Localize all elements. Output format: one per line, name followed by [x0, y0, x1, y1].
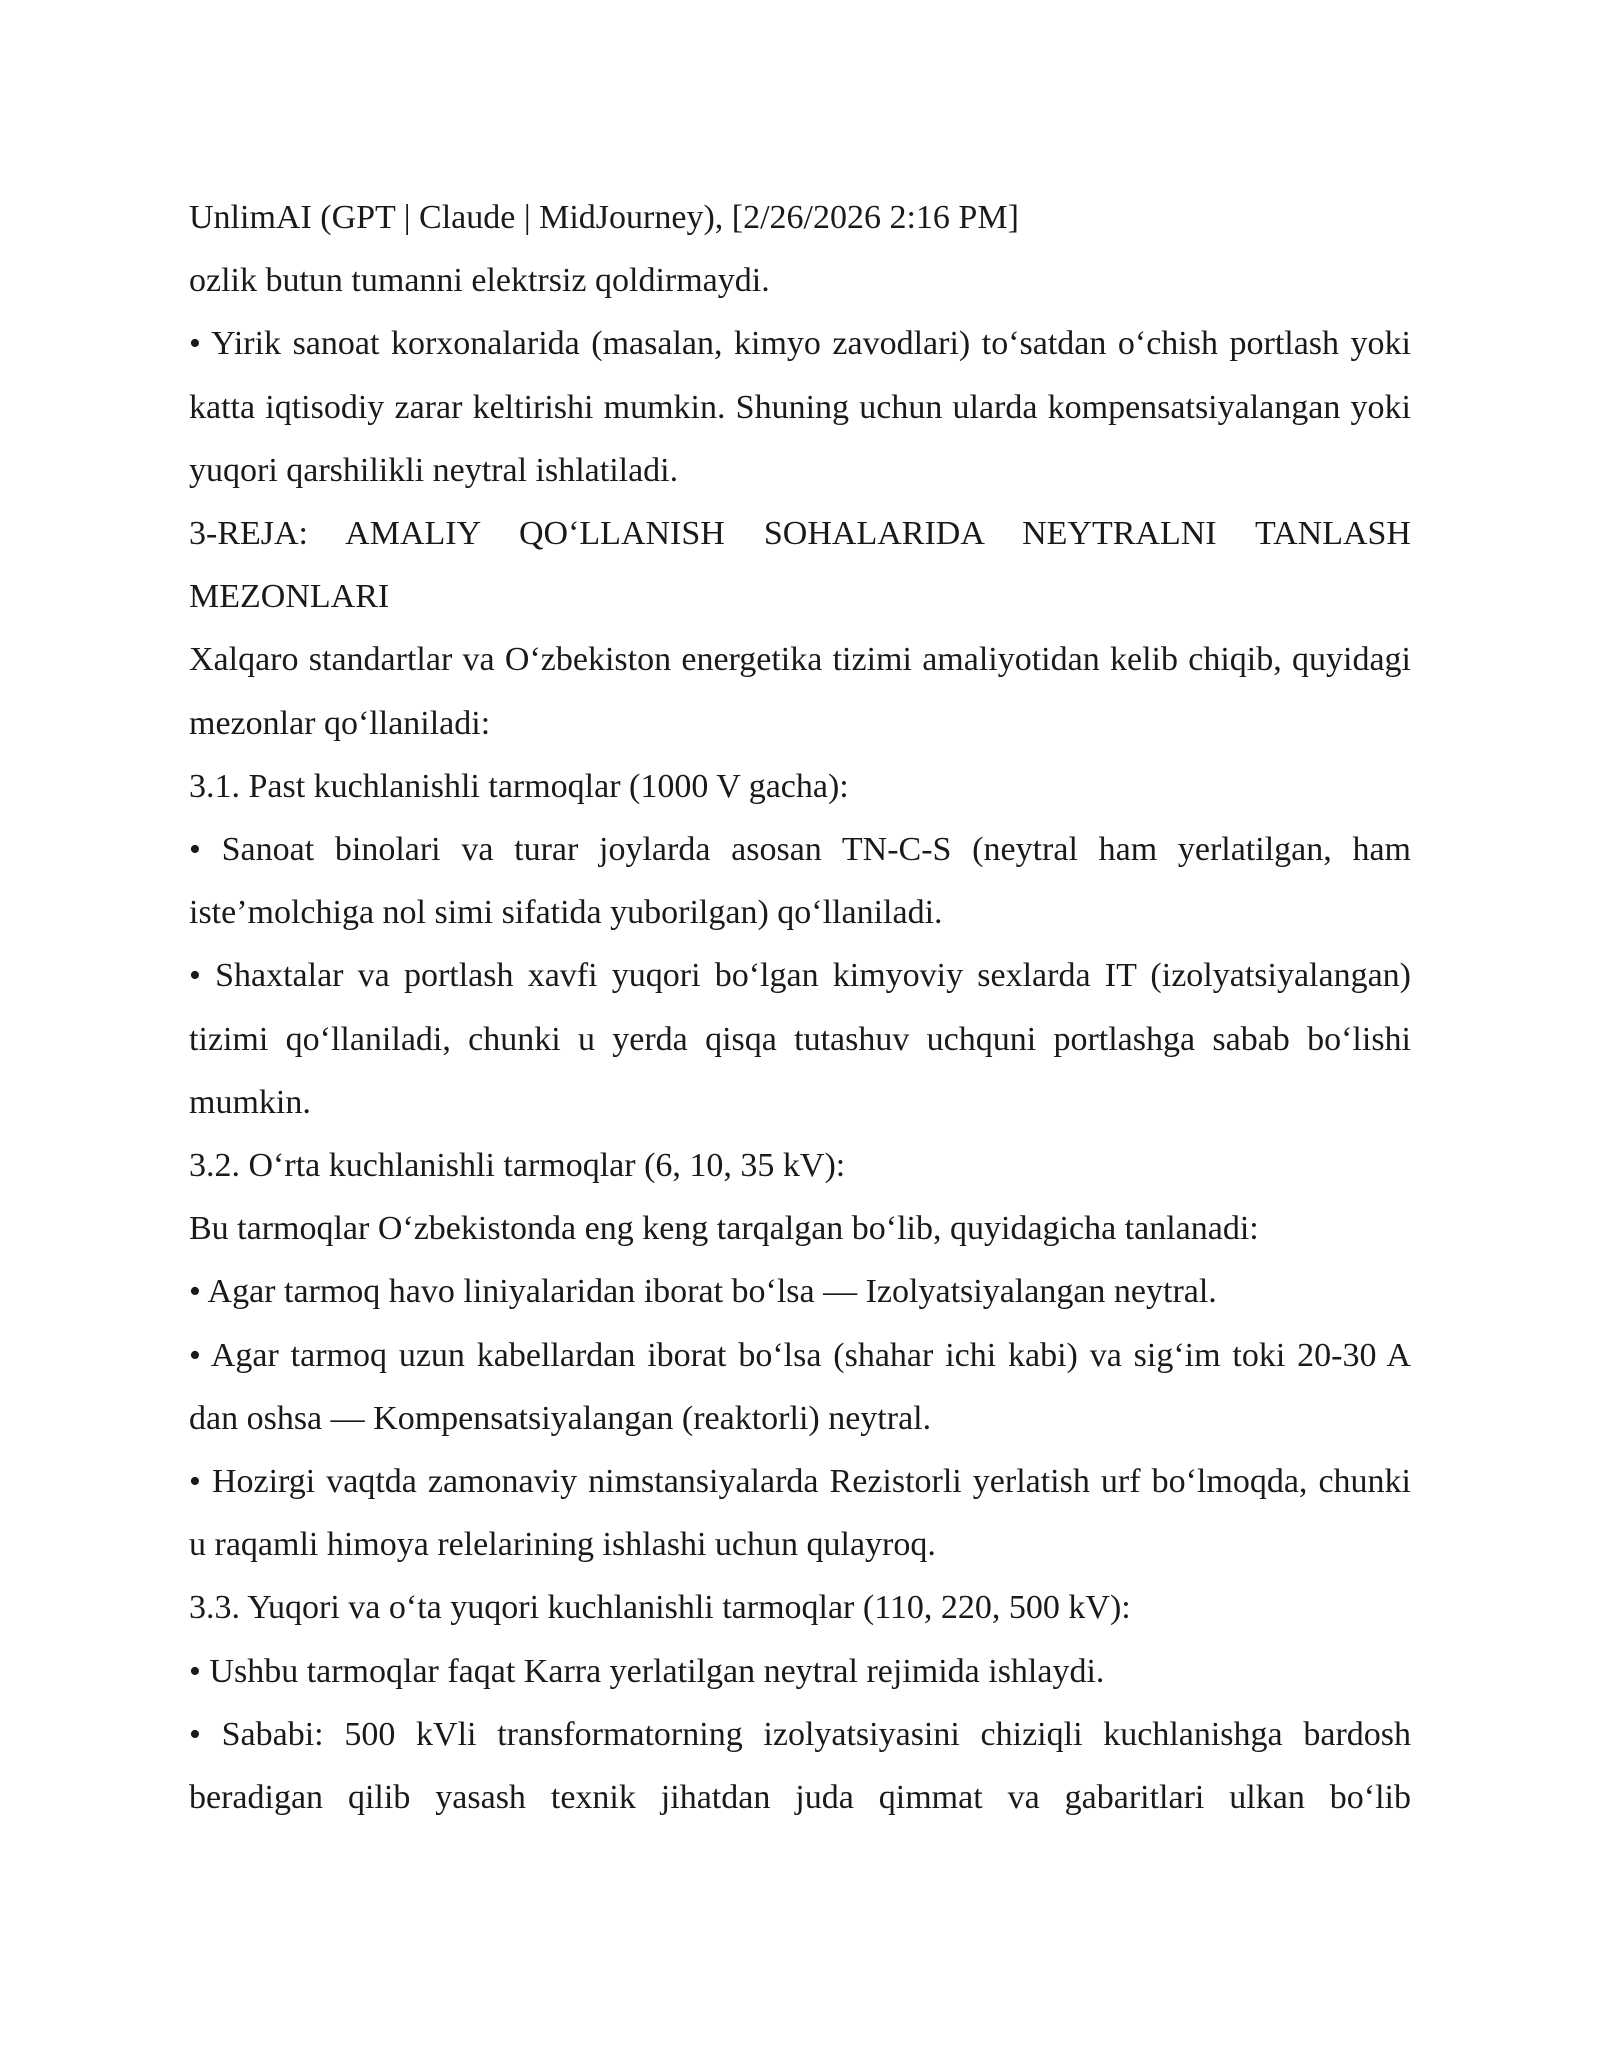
bullet-long-cables: • Agar tarmoq uzun kabellardan iborat bo‘lsa (shahar ichi kabi) va sig‘im toki 20-30 A dan oshsa — Kompensatsiyalangan (reaktorli) neytral.: [189, 1336, 1411, 1437]
bullet-industrial-enterprises: • Yirik sanoat korxonalarida (masalan, kimyo zavodlari) to‘satdan o‘chish portlash yoki katta iqtisodiy zarar keltirishi mumkin. Shuning uchun ularda kompensatsiyalangan yoki yuqori qarshilikli neytral ishlatiladi.: [189, 325, 1411, 489]
subheading-3-2: 3.2. O‘rta kuchlanishli tarmoqlar (6, 10, 35 kV):: [189, 1147, 846, 1185]
message-header: UnlimAI (GPT | Claude | MidJourney), [2/26/2026 2:16 PM]: [189, 199, 1019, 236]
bullet-it-system: • Shaxtalar va portlash xavfi yuqori bo‘lgan kimyoviy sexlarda IT (izolyatsiyalangan) tizimi qo‘llaniladi, chunki u yerda qisqa tutashuv uchquni portlashga sabab bo‘lishi mumkin.: [189, 957, 1411, 1121]
bullet-tn-c-s: • Sanoat binolari va turar joylarda asosan TN-C-S (neytral ham yerlatilgan, ham iste’molchiga nol simi sifatida yuborilgan) qo‘llaniladi.: [189, 831, 1411, 932]
paragraph-criteria-intro: Xalqaro standartlar va O‘zbekiston energetika tizimi amaliyotidan kelib chiqib, quyidagi mezonlar qo‘llaniladi:: [189, 641, 1411, 742]
paragraph-continuation: ozlik butun tumanni elektrsiz qoldirmaydi.: [189, 262, 770, 300]
bullet-overhead-lines: • Agar tarmoq havo liniyalaridan iborat bo‘lsa — Izolyatsiyalangan neytral.: [189, 1273, 1217, 1311]
subheading-3-1: 3.1. Past kuchlanishli tarmoqlar (1000 V gacha):: [189, 767, 849, 805]
bullet-solid-grounding: • Ushbu tarmoqlar faqat Karra yerlatilgan neytral rejimida ishlaydi.: [189, 1652, 1105, 1690]
document-page: [189, 186, 1411, 1829]
bullet-resistor-grounding: • Hozirgi vaqtda zamonaviy nimstansiyalarda Rezistorli yerlatish urf bo‘lmoqda, chunki u raqamli himoya relelarining ishlashi uchun qulayroq.: [189, 1463, 1411, 1564]
paragraph-medium-voltage-intro: Bu tarmoqlar O‘zbekistonda eng keng tarqalgan bo‘lib, quyidagicha tanlanadi:: [189, 1210, 1259, 1248]
subheading-3-3: 3.3. Yuqori va o‘ta yuqori kuchlanishli tarmoqlar (110, 220, 500 kV):: [189, 1589, 1131, 1627]
bullet-reason: • Sababi: 500 kVli transformatorning izolyatsiyasini chiziqli kuchlanishga bardosh beradigan qilib yasash texnik jihatdan juda qimmat va gabaritlari ulkan bo‘lib: [189, 1715, 1411, 1817]
section-heading-3: 3-REJA: AMALIY QO‘LLANISH SOHALARIDA NEYTRALNI TANLASH MEZONLARI: [189, 515, 1411, 616]
